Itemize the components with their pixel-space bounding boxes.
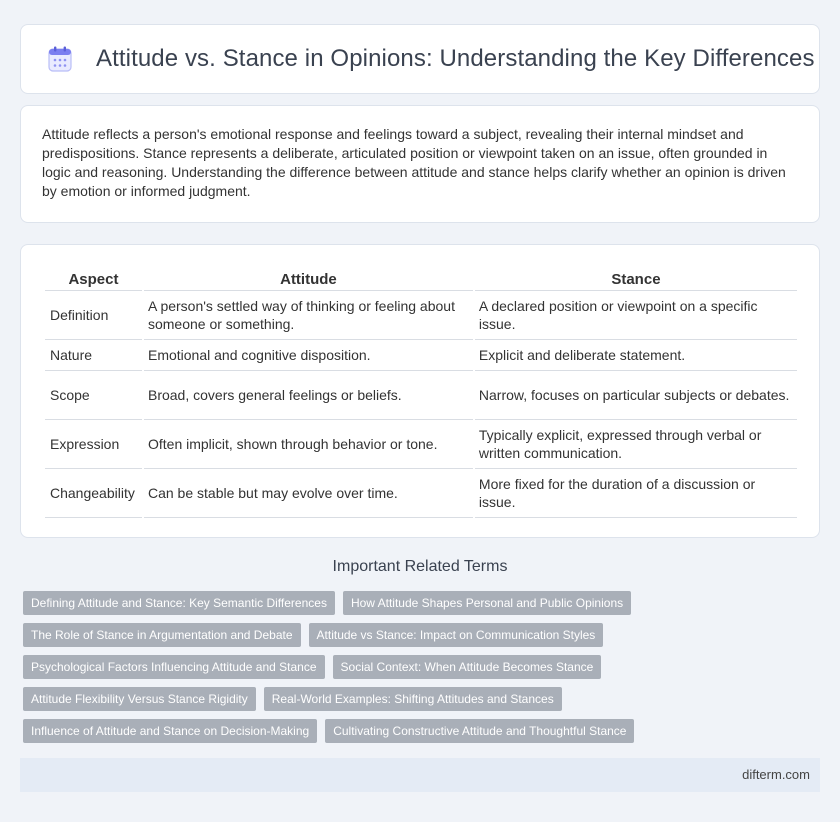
related-terms-list	[23, 591, 823, 751]
footer	[20, 758, 820, 792]
tag-row	[23, 719, 823, 743]
intro-card	[20, 105, 820, 223]
table-row	[45, 340, 797, 371]
table-row	[45, 469, 797, 518]
aspect-cell: Expression	[45, 420, 142, 469]
aspect-cell: Changeability	[45, 469, 142, 518]
table-row	[45, 291, 797, 340]
table-header-row	[45, 265, 797, 291]
related-terms-title: Important Related Terms	[332, 558, 508, 575]
header-aspect: Aspect	[45, 265, 142, 291]
related-term-link[interactable]: Defining Attitude and Stance: Key Semantic Differences	[23, 591, 335, 615]
aspect-cell: Nature	[45, 340, 142, 371]
tag-row	[23, 591, 823, 615]
attitude-cell: Often implicit, shown through behavior or tone.	[144, 420, 473, 469]
table-row	[45, 371, 797, 420]
related-term-link[interactable]: Psychological Factors Influencing Attitude and Stance	[23, 655, 325, 679]
comparison-table-card	[20, 244, 820, 538]
table-row	[45, 420, 797, 469]
intro-text: Attitude reflects a person's emotional response and feelings toward a subject, revealing their internal mindset and predispositions. Stance represents a deliberate, articulated position or viewpoint taken on an issue, often grounded in logic and reasoning. Understanding the difference between attitude and stance helps clarify whether an opinion is driven by emotion or informed judgment.	[42, 126, 786, 199]
calendar-icon	[46, 45, 74, 73]
footer-site-link[interactable]: difterm.com	[742, 767, 810, 782]
stance-cell: A declared position or viewpoint on a specific issue.	[475, 291, 797, 340]
attitude-cell: Broad, covers general feelings or beliefs.	[144, 371, 473, 420]
comparison-table	[43, 265, 799, 518]
stance-cell: Typically explicit, expressed through verbal or written communication.	[475, 420, 797, 469]
aspect-cell: Definition	[45, 291, 142, 340]
header-attitude: Attitude	[144, 265, 473, 291]
attitude-cell: Emotional and cognitive disposition.	[144, 340, 473, 371]
attitude-cell: Can be stable but may evolve over time.	[144, 469, 473, 518]
stance-cell: Explicit and deliberate statement.	[475, 340, 797, 371]
related-term-link[interactable]: Social Context: When Attitude Becomes Stance	[333, 655, 602, 679]
tag-row	[23, 687, 823, 711]
related-term-link[interactable]: Real-World Examples: Shifting Attitudes and Stances	[264, 687, 562, 711]
related-term-link[interactable]: Attitude Flexibility Versus Stance Rigidity	[23, 687, 256, 711]
stance-cell: Narrow, focuses on particular subjects or debates.	[475, 371, 797, 420]
tag-row	[23, 655, 823, 679]
related-term-link[interactable]: How Attitude Shapes Personal and Public Opinions	[343, 591, 631, 615]
page-title: Attitude vs. Stance in Opinions: Understanding the Key Differences	[96, 45, 815, 72]
header-card	[20, 24, 820, 94]
related-term-link[interactable]: The Role of Stance in Argumentation and Debate	[23, 623, 301, 647]
related-term-link[interactable]: Attitude vs Stance: Impact on Communication Styles	[309, 623, 604, 647]
tag-row	[23, 623, 823, 647]
related-term-link[interactable]: Cultivating Constructive Attitude and Thoughtful Stance	[325, 719, 634, 743]
aspect-cell: Scope	[45, 371, 142, 420]
related-term-link[interactable]: Influence of Attitude and Stance on Decision-Making	[23, 719, 317, 743]
stance-cell: More fixed for the duration of a discussion or issue.	[475, 469, 797, 518]
attitude-cell: A person's settled way of thinking or feeling about someone or something.	[144, 291, 473, 340]
header-stance: Stance	[475, 265, 797, 291]
